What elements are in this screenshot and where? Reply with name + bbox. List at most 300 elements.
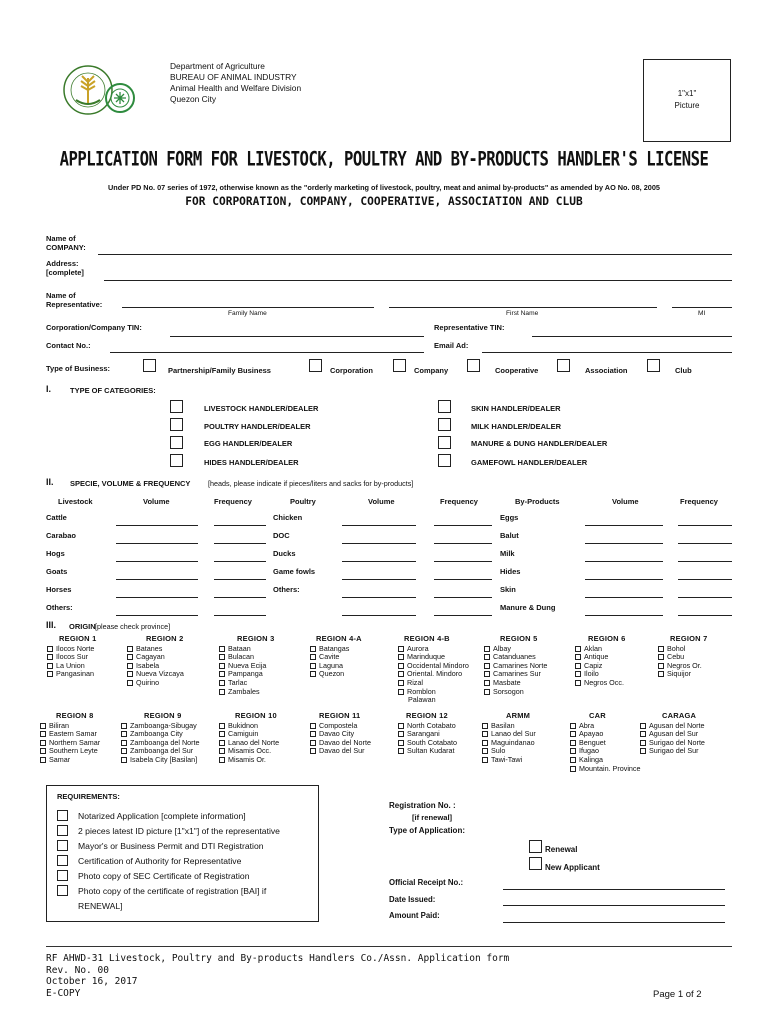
province-label: Southern Leyte bbox=[49, 746, 98, 756]
province-checkbox[interactable] bbox=[310, 646, 316, 652]
province-checkbox[interactable] bbox=[310, 663, 316, 669]
province-checkbox[interactable] bbox=[658, 671, 664, 677]
poultry-frequency-field[interactable] bbox=[434, 579, 492, 580]
province-checkbox[interactable] bbox=[570, 723, 576, 729]
province-label: Davao City bbox=[319, 729, 355, 739]
byproducts-volume-field[interactable] bbox=[585, 597, 663, 598]
photo-label: Picture bbox=[674, 101, 700, 110]
byproducts-label: Milk bbox=[500, 549, 515, 558]
official-receipt-field[interactable] bbox=[503, 889, 725, 890]
region-column bbox=[121, 712, 200, 765]
section2-title: SPECIE, VOLUME & FREQUENCY bbox=[70, 479, 191, 488]
contact-label: Contact No.: bbox=[46, 341, 91, 350]
livestock-frequency-field[interactable] bbox=[214, 543, 266, 544]
form-subtitle: FOR CORPORATION, COMPANY, COOPERATIVE, ASSOCIATION AND CLUB bbox=[185, 195, 583, 208]
province-option[interactable] bbox=[40, 756, 100, 765]
byproducts-volume-field[interactable] bbox=[585, 579, 663, 580]
requirements-box bbox=[46, 785, 319, 922]
poultry-frequency-field[interactable] bbox=[434, 615, 492, 616]
province-checkbox[interactable] bbox=[484, 654, 490, 660]
province-checkbox[interactable] bbox=[219, 646, 225, 652]
if-renewal-label: [if renewal] bbox=[412, 813, 453, 822]
province-label: Mountain. Province bbox=[579, 763, 641, 773]
date-issued-field[interactable] bbox=[503, 905, 725, 906]
province-label: Zamboanga del Sur bbox=[130, 746, 194, 756]
livestock-frequency-field[interactable] bbox=[214, 525, 266, 526]
province-label: Bukidnon bbox=[228, 720, 258, 730]
new-applicant-label: New Applicant bbox=[545, 863, 600, 872]
poultry-frequency-field[interactable] bbox=[434, 525, 492, 526]
region-name: REGION 4-B bbox=[404, 634, 450, 643]
poultry-volume-field[interactable] bbox=[342, 579, 416, 580]
livestock-label: Others: bbox=[46, 603, 73, 612]
province-checkbox[interactable] bbox=[398, 723, 404, 729]
club-checkbox[interactable] bbox=[647, 359, 660, 372]
province-option[interactable] bbox=[575, 662, 625, 671]
region-name: REGION 9 bbox=[144, 711, 182, 720]
livestock-volume-field[interactable] bbox=[116, 597, 198, 598]
province-option[interactable] bbox=[219, 756, 279, 765]
region-column bbox=[127, 635, 184, 688]
type-of-business-label: Type of Business: bbox=[46, 364, 111, 373]
rep-tin-field[interactable] bbox=[532, 336, 732, 337]
address-field[interactable] bbox=[104, 280, 732, 281]
milk-handler-checkbox[interactable] bbox=[438, 418, 451, 431]
livestock-label: Hogs bbox=[46, 549, 65, 558]
province-checkbox[interactable] bbox=[40, 723, 46, 729]
province-checkbox[interactable] bbox=[219, 689, 225, 695]
address-label bbox=[46, 259, 84, 277]
manure-handler-checkbox[interactable] bbox=[438, 436, 451, 449]
mi-field[interactable] bbox=[672, 307, 732, 308]
province-checkbox[interactable] bbox=[398, 646, 404, 652]
poultry-frequency-field[interactable] bbox=[434, 543, 492, 544]
province-checkbox[interactable] bbox=[575, 663, 581, 669]
province-checkbox[interactable] bbox=[398, 654, 404, 660]
col-header-volume-3: Volume bbox=[612, 497, 639, 506]
province-checkbox[interactable] bbox=[127, 671, 133, 677]
province-option[interactable] bbox=[658, 670, 707, 679]
requirement-item: RENEWAL] bbox=[78, 901, 123, 911]
province-label: Cagayan bbox=[136, 652, 165, 662]
requirement-item: Photo copy of SEC Certificate of Registration bbox=[78, 871, 250, 881]
byproducts-frequency-field[interactable] bbox=[678, 615, 732, 616]
province-checkbox[interactable] bbox=[121, 748, 127, 754]
province-checkbox[interactable] bbox=[40, 757, 46, 763]
province-option[interactable] bbox=[484, 688, 547, 697]
province-checkbox[interactable] bbox=[219, 723, 225, 729]
province-label: Davao del Norte bbox=[319, 737, 371, 747]
livestock-frequency-field[interactable] bbox=[214, 615, 266, 616]
province-label: Apayao bbox=[579, 729, 604, 739]
livestock-label: Goats bbox=[46, 567, 68, 576]
province-checkbox[interactable] bbox=[484, 646, 490, 652]
province-checkbox[interactable] bbox=[570, 748, 576, 754]
province-label: Eastern Samar bbox=[49, 729, 97, 739]
region-column bbox=[47, 635, 96, 679]
section3-note: [please check province] bbox=[95, 622, 171, 631]
province-checkbox[interactable] bbox=[310, 748, 316, 754]
col-header-frequency-2: Frequency bbox=[440, 497, 478, 506]
province-checkbox[interactable] bbox=[484, 680, 490, 686]
official-receipt-label: Official Receipt No.: bbox=[389, 878, 464, 887]
province-checkbox[interactable] bbox=[658, 663, 664, 669]
livestock-label: Horses bbox=[46, 585, 72, 594]
region-column bbox=[398, 635, 469, 705]
date-issued-label: Date Issued: bbox=[389, 895, 436, 904]
province-checkbox[interactable] bbox=[121, 740, 127, 746]
contact-field[interactable] bbox=[110, 352, 424, 353]
email-field[interactable] bbox=[482, 352, 732, 353]
division-name: Animal Health and Welfare Division bbox=[170, 83, 302, 93]
province-checkbox[interactable] bbox=[121, 757, 127, 763]
province-checkbox[interactable] bbox=[310, 740, 316, 746]
province-checkbox[interactable] bbox=[640, 748, 646, 754]
province-option[interactable] bbox=[398, 747, 457, 756]
region-name: REGION 2 bbox=[146, 634, 184, 643]
first-name-caption: First Name bbox=[506, 310, 539, 317]
province-checkbox[interactable] bbox=[398, 689, 404, 695]
province-checkbox[interactable] bbox=[40, 740, 46, 746]
region-name: REGION 8 bbox=[56, 711, 94, 720]
province-checkbox[interactable] bbox=[398, 748, 404, 754]
province-label: Maguindanao bbox=[491, 737, 535, 747]
new-applicant-checkbox[interactable] bbox=[529, 857, 542, 870]
province-checkbox[interactable] bbox=[310, 731, 316, 737]
renewal-checkbox[interactable] bbox=[529, 840, 542, 853]
livestock-volume-field[interactable] bbox=[116, 525, 198, 526]
egg-handler-checkbox[interactable] bbox=[170, 436, 183, 449]
province-checkbox[interactable] bbox=[127, 680, 133, 686]
province-label: Misamis Or. bbox=[228, 754, 266, 764]
province-label: Biliran bbox=[49, 720, 69, 730]
province-option[interactable] bbox=[127, 679, 184, 688]
cooperative-label: Cooperative bbox=[495, 366, 539, 375]
province-checkbox[interactable] bbox=[47, 654, 53, 660]
photo-size: 1"x1" bbox=[677, 89, 697, 98]
province-checkbox[interactable] bbox=[570, 757, 576, 763]
corporation-checkbox[interactable] bbox=[309, 359, 322, 372]
province-checkbox[interactable] bbox=[482, 748, 488, 754]
poultry-label: Game fowls bbox=[273, 567, 316, 576]
province-checkbox[interactable] bbox=[570, 766, 576, 772]
province-option[interactable] bbox=[47, 670, 96, 679]
region-name: REGION 3 bbox=[237, 634, 275, 643]
province-label: Tawi-Tawi bbox=[491, 754, 523, 764]
region-name: REGION 11 bbox=[319, 711, 361, 720]
family-name-caption: Family Name bbox=[228, 310, 267, 317]
province-checkbox[interactable] bbox=[575, 646, 581, 652]
province-label: Sulo bbox=[491, 746, 506, 756]
province-checkbox[interactable] bbox=[219, 748, 225, 754]
province-label: Misamis Occ. bbox=[228, 746, 272, 756]
province-label: Palawan bbox=[408, 695, 436, 705]
province-checkbox[interactable] bbox=[127, 654, 133, 660]
requirement-checkbox[interactable] bbox=[57, 885, 68, 896]
province-label: Sultan Kudarat bbox=[407, 746, 455, 756]
livestock-volume-field[interactable] bbox=[116, 615, 198, 616]
province-option[interactable] bbox=[219, 688, 274, 697]
col-header-byproducts: By-Products bbox=[515, 497, 560, 506]
province-checkbox[interactable] bbox=[658, 654, 664, 660]
renewal-label: Renewal bbox=[545, 845, 578, 854]
province-checkbox[interactable] bbox=[47, 646, 53, 652]
province-label: Albay bbox=[493, 643, 511, 653]
requirement-checkbox[interactable] bbox=[57, 840, 68, 851]
form-code: RF AHWD-31 Livestock, Poultry and By-products Handlers Co./Assn. Application form bbox=[46, 953, 510, 964]
province-label: Samar bbox=[49, 754, 71, 764]
province-label: Occidental Mindoro bbox=[407, 660, 469, 670]
livestock-frequency-field[interactable] bbox=[214, 579, 266, 580]
livestock-label: Cattle bbox=[46, 513, 67, 522]
province-checkbox[interactable] bbox=[219, 663, 225, 669]
hides-handler-checkbox[interactable] bbox=[170, 454, 183, 467]
province-checkbox[interactable] bbox=[219, 671, 225, 677]
province-option[interactable] bbox=[310, 670, 362, 679]
province-label: Laguna bbox=[319, 660, 343, 670]
province-checkbox[interactable] bbox=[482, 757, 488, 763]
province-checkbox[interactable] bbox=[570, 731, 576, 737]
byproducts-frequency-field[interactable] bbox=[678, 561, 732, 562]
province-label: La Union bbox=[56, 660, 85, 670]
section1-title: TYPE OF CATEGORIES: bbox=[70, 386, 156, 395]
province-label: Batanes bbox=[136, 643, 163, 653]
province-checkbox[interactable] bbox=[575, 680, 581, 686]
corporation-label: Corporation bbox=[330, 366, 373, 375]
poultry-handler-checkbox[interactable] bbox=[170, 418, 183, 431]
byproducts-volume-field[interactable] bbox=[585, 543, 663, 544]
province-label: Sarangani bbox=[407, 729, 440, 739]
copy-type: E-COPY bbox=[46, 987, 81, 999]
province-label: Tarlac bbox=[228, 677, 248, 687]
club-label: Club bbox=[675, 366, 692, 375]
province-label: Cebu bbox=[667, 652, 685, 662]
byproducts-frequency-field[interactable] bbox=[678, 579, 732, 580]
livestock-volume-field[interactable] bbox=[116, 579, 198, 580]
requirement-item: Mayor's or Business Permit and DTI Registration bbox=[78, 841, 264, 851]
association-checkbox[interactable] bbox=[557, 359, 570, 372]
province-label: Pangasinan bbox=[56, 669, 94, 679]
footer-divider bbox=[46, 946, 732, 947]
province-option[interactable] bbox=[310, 747, 371, 756]
province-checkbox[interactable] bbox=[310, 671, 316, 677]
poultry-label: Ducks bbox=[273, 549, 296, 558]
province-checkbox[interactable] bbox=[121, 731, 127, 737]
region-name: REGION 4-A bbox=[316, 634, 362, 643]
region-column bbox=[219, 635, 274, 696]
section3-number: III. bbox=[46, 620, 57, 630]
province-checkbox[interactable] bbox=[121, 723, 127, 729]
province-checkbox[interactable] bbox=[47, 663, 53, 669]
skin-handler-checkbox[interactable] bbox=[438, 400, 451, 413]
livestock-volume-field[interactable] bbox=[116, 561, 198, 562]
byproducts-volume-field[interactable] bbox=[585, 525, 663, 526]
corp-tin-field[interactable] bbox=[170, 336, 424, 337]
requirement-checkbox[interactable] bbox=[57, 825, 68, 836]
poultry-volume-field[interactable] bbox=[342, 543, 416, 544]
livestock-volume-field[interactable] bbox=[116, 543, 198, 544]
first-name-field[interactable] bbox=[389, 307, 657, 308]
province-label: Capiz bbox=[584, 660, 603, 670]
amount-paid-field[interactable] bbox=[503, 922, 725, 923]
partnership-label: Partnership/Family Business bbox=[168, 366, 271, 375]
livestock-label: Carabao bbox=[46, 531, 77, 540]
province-label: Agusan del Norte bbox=[649, 720, 705, 730]
province-label: Ifugao bbox=[579, 746, 599, 756]
livestock-frequency-field[interactable] bbox=[214, 597, 266, 598]
poultry-volume-field[interactable] bbox=[342, 597, 416, 598]
province-label: Abra bbox=[579, 720, 595, 730]
livestock-handler-label: LIVESTOCK HANDLER/DEALER bbox=[204, 404, 319, 413]
province-checkbox[interactable] bbox=[310, 723, 316, 729]
province-checkbox[interactable] bbox=[40, 731, 46, 737]
province-option[interactable] bbox=[121, 756, 200, 765]
province-label: Camarines Sur bbox=[493, 669, 541, 679]
region-column bbox=[40, 712, 100, 765]
province-label: Northern Samar bbox=[49, 737, 101, 747]
region-column bbox=[398, 712, 457, 756]
province-checkbox[interactable] bbox=[219, 654, 225, 660]
region-column bbox=[575, 635, 625, 688]
footer-info bbox=[46, 953, 509, 999]
province-checkbox[interactable] bbox=[398, 671, 404, 677]
poultry-frequency-field[interactable] bbox=[434, 597, 492, 598]
province-checkbox[interactable] bbox=[484, 689, 490, 695]
province-checkbox[interactable] bbox=[658, 646, 664, 652]
byproducts-volume-field[interactable] bbox=[585, 561, 663, 562]
province-checkbox[interactable] bbox=[640, 731, 646, 737]
poultry-volume-field[interactable] bbox=[342, 525, 416, 526]
revision-number: Rev. No. 00 bbox=[46, 964, 109, 976]
province-checkbox[interactable] bbox=[127, 663, 133, 669]
province-label: Isabela City [Basilan] bbox=[130, 754, 198, 764]
page-number: Page 1 of 2 bbox=[653, 989, 702, 1000]
requirement-item: 2 pieces latest ID picture [1"x1"] of the representative bbox=[78, 826, 280, 836]
province-option[interactable] bbox=[640, 747, 705, 756]
company-name-field[interactable] bbox=[98, 254, 732, 255]
byproducts-volume-field[interactable] bbox=[585, 615, 663, 616]
province-label: Lanao del Norte bbox=[228, 737, 280, 747]
byproducts-frequency-field[interactable] bbox=[678, 525, 732, 526]
region-column bbox=[484, 635, 547, 696]
province-option[interactable] bbox=[575, 679, 625, 688]
province-checkbox[interactable] bbox=[482, 731, 488, 737]
requirement-item: Notarized Application [complete information] bbox=[78, 811, 246, 821]
byproducts-label: Hides bbox=[500, 567, 521, 576]
association-label: Association bbox=[585, 366, 628, 375]
province-checkbox[interactable] bbox=[219, 731, 225, 737]
form-title: APPLICATION FORM FOR LIVESTOCK, POULTRY AND BY-PRODUCTS HANDLER'S LICENSE bbox=[59, 147, 709, 171]
province-checkbox[interactable] bbox=[398, 731, 404, 737]
requirement-checkbox[interactable] bbox=[57, 870, 68, 881]
region-name: CARAGA bbox=[662, 711, 697, 720]
province-checkbox[interactable] bbox=[398, 663, 404, 669]
col-header-frequency-1: Frequency bbox=[214, 497, 252, 506]
region-name: REGION 5 bbox=[500, 634, 538, 643]
province-label: Siquijor bbox=[667, 669, 691, 679]
province-label: Bulacan bbox=[228, 652, 254, 662]
region-column bbox=[219, 712, 279, 765]
poultry-frequency-field[interactable] bbox=[434, 561, 492, 562]
province-checkbox[interactable] bbox=[570, 740, 576, 746]
province-checkbox[interactable] bbox=[219, 757, 225, 763]
province-checkbox[interactable] bbox=[127, 646, 133, 652]
byproducts-label: Eggs bbox=[500, 513, 519, 522]
province-checkbox[interactable] bbox=[484, 663, 490, 669]
revision-date: October 16, 2017 bbox=[46, 976, 138, 987]
province-label: Zambales bbox=[228, 686, 260, 696]
region-column bbox=[658, 635, 707, 679]
province-checkbox[interactable] bbox=[398, 740, 404, 746]
col-header-poultry: Poultry bbox=[290, 497, 316, 506]
cooperative-checkbox[interactable] bbox=[467, 359, 480, 372]
province-checkbox[interactable] bbox=[640, 723, 646, 729]
province-label: Negros Or. bbox=[667, 660, 702, 670]
livestock-frequency-field[interactable] bbox=[214, 561, 266, 562]
gamefowl-handler-checkbox[interactable] bbox=[438, 454, 451, 467]
poultry-volume-field[interactable] bbox=[342, 615, 416, 616]
province-option[interactable] bbox=[482, 756, 536, 765]
requirement-checkbox[interactable] bbox=[57, 855, 68, 866]
province-checkbox[interactable] bbox=[310, 654, 316, 660]
bureau-name: BUREAU OF ANIMAL INDUSTRY bbox=[170, 72, 297, 82]
province-option[interactable] bbox=[398, 696, 469, 705]
requirement-checkbox[interactable] bbox=[57, 810, 68, 821]
province-label: Benguet bbox=[579, 737, 606, 747]
province-checkbox[interactable] bbox=[40, 748, 46, 754]
partnership-checkbox[interactable] bbox=[143, 359, 156, 372]
province-label: Surigao del Norte bbox=[649, 737, 705, 747]
province-checkbox[interactable] bbox=[640, 740, 646, 746]
province-label: Zamboanga del Norte bbox=[130, 737, 200, 747]
province-label: Quirino bbox=[136, 677, 160, 687]
byproducts-frequency-field[interactable] bbox=[678, 597, 732, 598]
province-checkbox[interactable] bbox=[219, 680, 225, 686]
requirement-item: Photo copy of the certificate of registration [BAI] if bbox=[78, 886, 267, 896]
company-checkbox[interactable] bbox=[393, 359, 406, 372]
poultry-volume-field[interactable] bbox=[342, 561, 416, 562]
photo-box[interactable] bbox=[643, 59, 731, 142]
province-checkbox[interactable] bbox=[575, 671, 581, 677]
province-checkbox[interactable] bbox=[482, 740, 488, 746]
livestock-handler-checkbox[interactable] bbox=[170, 400, 183, 413]
province-checkbox[interactable] bbox=[47, 671, 53, 677]
province-label: Surigao del Sur bbox=[649, 746, 699, 756]
region-column bbox=[310, 635, 362, 679]
province-label: North Cotabato bbox=[407, 720, 456, 730]
province-checkbox[interactable] bbox=[398, 680, 404, 686]
amount-paid-label: Amount Paid: bbox=[389, 911, 440, 920]
byproducts-label: Skin bbox=[500, 585, 516, 594]
requirements-title: REQUIREMENTS: bbox=[57, 792, 120, 801]
province-label: Ilocos Sur bbox=[56, 652, 88, 662]
family-name-field[interactable] bbox=[122, 307, 374, 308]
province-option[interactable] bbox=[570, 765, 641, 774]
city-name: Quezon City bbox=[170, 94, 217, 104]
email-label: Email Ad: bbox=[434, 341, 469, 350]
province-checkbox[interactable] bbox=[575, 654, 581, 660]
province-checkbox[interactable] bbox=[219, 740, 225, 746]
byproducts-frequency-field[interactable] bbox=[678, 543, 732, 544]
province-label: Aklan bbox=[584, 643, 602, 653]
province-label: Zamboanga City bbox=[130, 729, 183, 739]
milk-handler-label: MILK HANDLER/DEALER bbox=[471, 422, 561, 431]
corp-tin-label: Corporation/Company TIN: bbox=[46, 323, 142, 332]
province-checkbox[interactable] bbox=[482, 723, 488, 729]
col-header-livestock: Livestock bbox=[58, 497, 93, 506]
province-checkbox[interactable] bbox=[484, 671, 490, 677]
form-legal-basis: Under PD No. 07 series of 1972, otherwise known as the "orderly marketing of livestock, poultry, meat and animal by-products" as amended by AO No. 08, 2005 bbox=[108, 183, 660, 192]
